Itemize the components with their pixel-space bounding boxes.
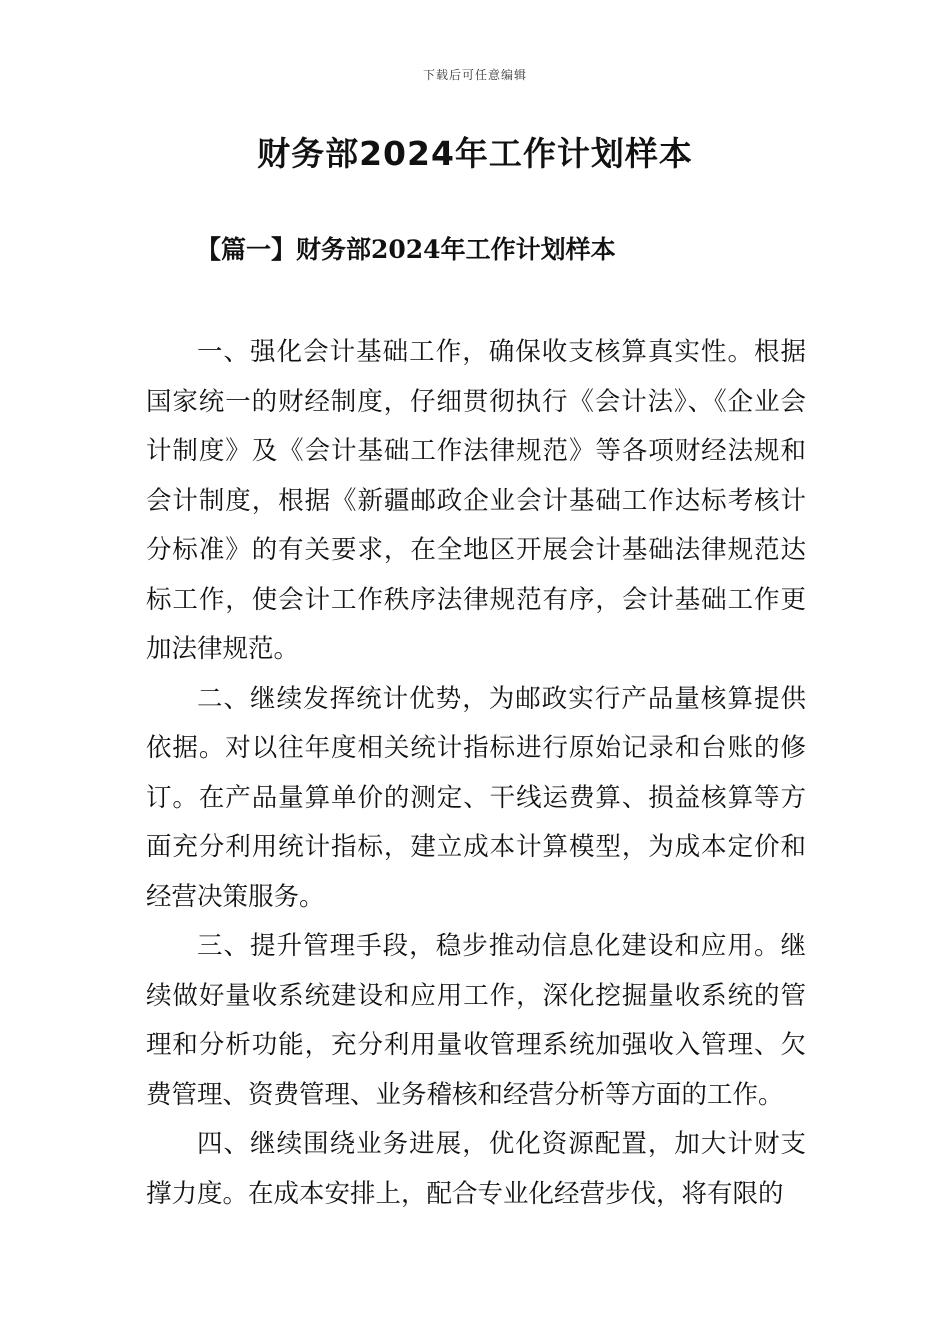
paragraph-3: 三、提升管理手段，稳步推动信息化建设和应用。继续做好量收系统建设和应用工作，深化挖掘量收系统的管理和分析功能，充分利用量收管理系统加强收入管理、欠费管理、资费管理、业务稽核和经营分析等方面的工作。 xyxy=(146,931,806,1110)
header-note: 下载后可任意编辑 xyxy=(422,68,527,82)
section-heading: 【篇一】财务部2024年工作计划样本 xyxy=(196,235,616,264)
document-title: 财务部2024年工作计划样本 xyxy=(257,134,693,173)
paragraph-4: 四、继续围绕业务进展，优化资源配置，加大计财支撑力度。在成本安排上，配合专业化经营步伐，将有限的 xyxy=(146,1129,806,1209)
paragraph-1: 一、强化会计基础工作，确保收支核算真实性。根据国家统一的财经制度，仔细贯彻执行《会计法》、《企业会计制度》及《会计基础工作法律规范》等各项财经法规和会计制度，根据《新疆邮政企业会计基础工作达标考核计分标准》的有关要求，在全地区开展会计基础法律规范达标工作，使会计工作秩序法律规范有序，会计基础工作更加法律规范。 xyxy=(146,337,806,664)
paragraph-2: 二、继续发挥统计优势，为邮政实行产品量核算提供依据。对以往年度相关统计指标进行原始记录和台账的修订。在产品量算单价的测定、干线运费算、损益核算等方面充分利用统计指标，建立成本计算模型，为成本定价和经营决策服务。 xyxy=(146,683,806,912)
document-body xyxy=(146,328,806,1219)
